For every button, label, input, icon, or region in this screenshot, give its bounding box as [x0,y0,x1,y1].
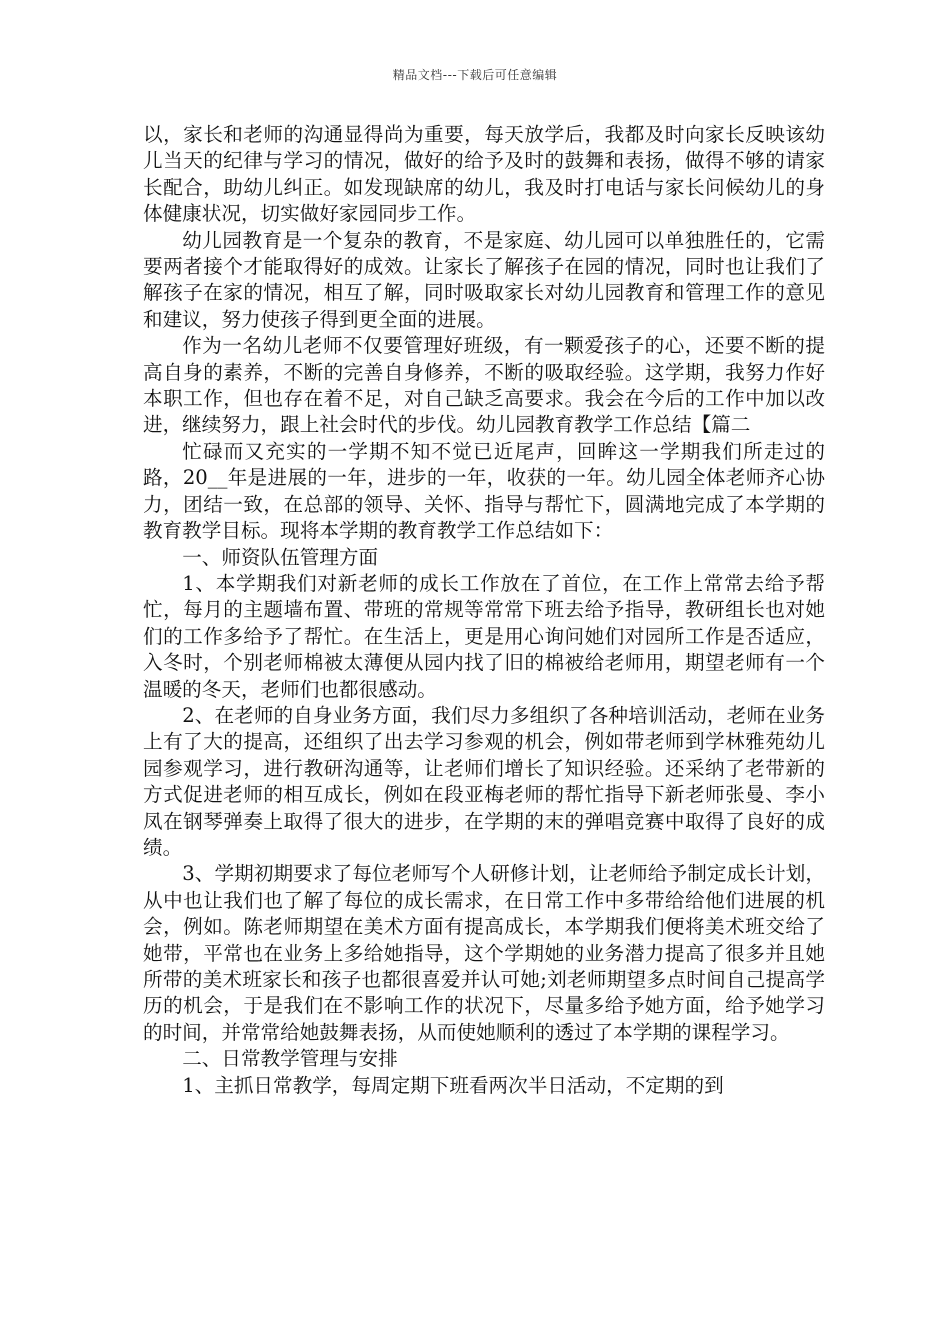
paragraph: 以，家长和老师的沟通显得尚为重要，每天放学后，我都及时向家长反映该幼儿当天的纪律与学习的情况，做好的给予及时的鼓舞和表扬，做得不够的请家长配合，助幼儿纠正。如发现缺席的幼儿，我及时打电话与家长问候幼儿的身体健康状况，切实做好家园同步工作。 [143,123,825,226]
paragraph: 1、本学期我们对新老师的成长工作放在了首位，在工作上常常去给予帮忙，每月的主题墙布置、带班的常规等常常下班去给予指导，教研组长也对她们的工作多给予了帮忙。在生活上，更是用心询问她们对园所工作是否适应，入冬时，个别老师棉被太薄便从园内找了旧的棉被给老师用，期望老师有一个温暖的冬天，老师们也都很感动。 [143,571,825,701]
paragraph: 作为一名幼儿老师不仅要管理好班级，有一颗爱孩子的心，还要不断的提高自身的素养，不断的完善自身修养，不断的吸取经验。这学期，我努力作好本职工作，但也存在着不足，对自己缺乏高要求。我会在今后的工作中加以改进，继续努力，跟上社会时代的步伐。幼儿园教育教学工作总结【篇二 [143,334,825,437]
section-heading: 一、师资队伍管理方面 [182,545,379,569]
paragraph: 忙碌而又充实的一学期不知不觉已近尾声，回眸这一学期我们所走过的路，20__年是进展的一年，进步的一年，收获的一年。幼儿园全体老师齐心协力，团结一致，在总部的领导、关怀、指导与帮忙下，圆满地完成了本学期的教育教学目标。现将本学期的教育教学工作总结如下： [143,439,825,543]
paragraph: 1、主抓日常教学，每周定期下班看两次半日活动，不定期的到 [182,1073,724,1097]
paragraph: 幼儿园教育是一个复杂的教育，不是家庭、幼儿园可以单独胜任的，它需要两者接个才能取得好的成效。让家长了解孩子在园的情况，同时也让我们了解孩子在家的情况，相互了解，同时吸取家长对幼儿园教育和管理工作的意见和建议，努力使孩子得到更全面的进展。 [143,228,825,331]
paragraph: 3、学期初期要求了每位老师写个人研修计划，让老师给予制定成长计划，从中也让我们也了解了每位的成长需求，在日常工作中多带给给他们进展的机会，例如。陈老师期望在美术方面有提高成长，本学期我们便将美术班交给了她带，平常也在业务上多给她指导，这个学期她的业务潜力提高了很多并且她所带的美术班家长和孩子也都很喜爱并认可她;刘老师期望多点时间自己提高学历的机会，于是我们在不影响工作的状况下，尽量多给予她方面，给予她学习的时间，并常常给她鼓舞表扬，从而使她顺利的透过了本学期的课程学习。 [143,862,825,1044]
section-heading: 二、日常教学管理与安排 [182,1047,398,1071]
page-header: 精品文档---下载后可任意编辑 [392,68,558,82]
document-body [143,122,825,1099]
paragraph: 2、在老师的自身业务方面，我们尽力多组织了各种培训活动，老师在业务上有了大的提高，还组织了出去学习参观的机会，例如带老师到学林雅苑幼儿园参观学习，进行教研沟通等，让老师们增长了知识经验。还采纳了老带新的方式促进老师的相互成长，例如在段亚梅老师的帮忙指导下新老师张曼、李小凤在钢琴弹奏上取得了很大的进步，在学期的末的弹唱竞赛中取得了良好的成绩。 [143,703,825,859]
